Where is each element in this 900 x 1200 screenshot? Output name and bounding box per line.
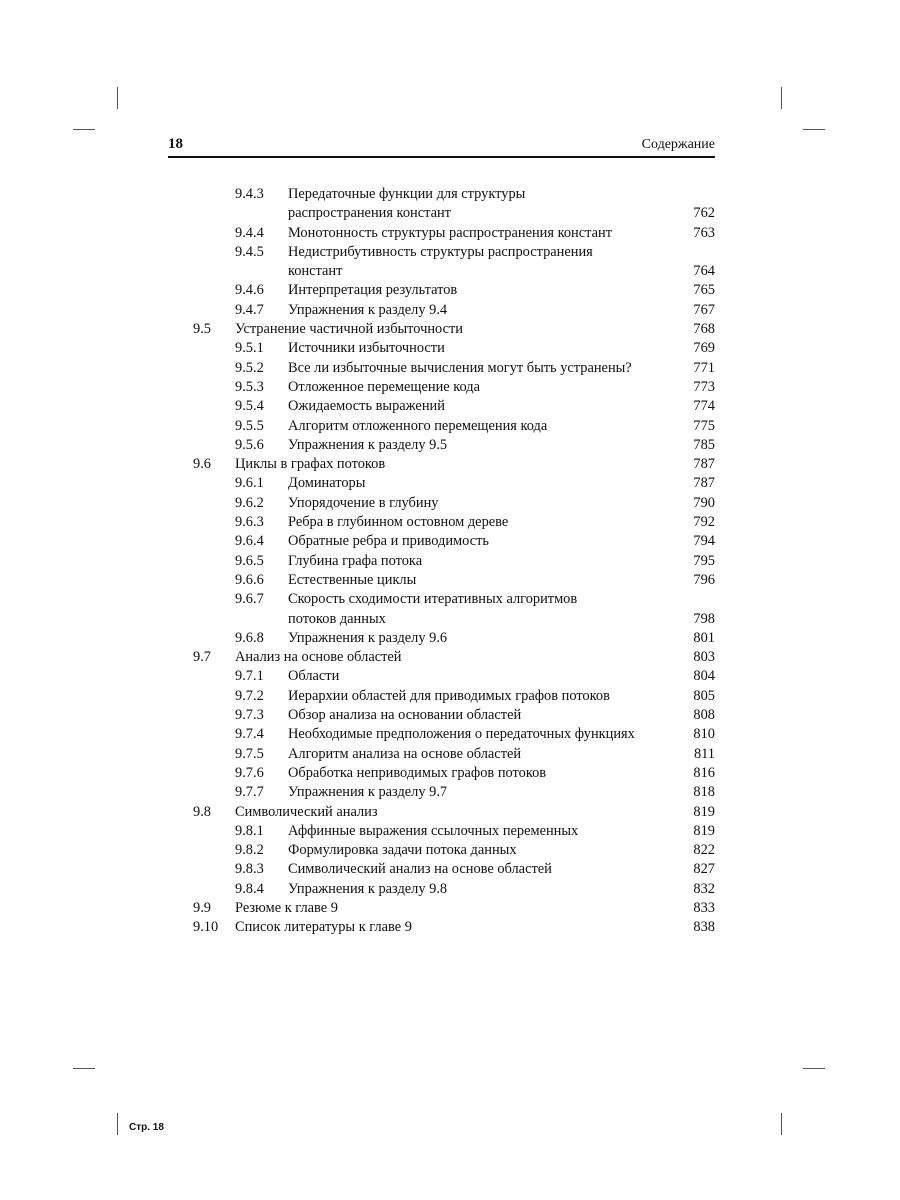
toc-entry-title: Упорядочение в глубину (288, 494, 439, 511)
toc-entry (168, 224, 715, 243)
toc-entry-page: 771 (693, 359, 715, 376)
toc-entry-title: Доминаторы (288, 475, 366, 492)
toc-entry-page: 775 (693, 417, 715, 434)
toc-entry-page: 795 (693, 552, 715, 569)
toc-entry-page: 827 (693, 861, 715, 878)
toc-entry (168, 436, 715, 455)
toc-entry-page: 768 (693, 321, 715, 338)
running-head-title: Содержание (641, 137, 715, 152)
toc-entry-number: 9.5.4 (235, 398, 264, 415)
crop-mark (803, 1068, 825, 1069)
toc-entry-number: 9.8.2 (235, 842, 264, 859)
toc-entry-page: 787 (693, 475, 715, 492)
toc-entry-number: 9.7.5 (235, 745, 264, 762)
toc-entry-title: Упражнения к разделу 9.4 (288, 301, 448, 318)
toc-entry-number: 9.6.3 (235, 514, 264, 531)
toc-entry-page: 816 (693, 764, 715, 781)
toc-entry-number: 9.7.7 (235, 784, 264, 801)
toc-entry-title: Резюме к главе 9 (235, 899, 338, 916)
toc-entry-number: 9.6.4 (235, 533, 264, 550)
toc-entry-page: 819 (693, 822, 715, 839)
toc-entry-page: 773 (693, 378, 715, 395)
toc-entry-page: 810 (693, 726, 715, 743)
toc-entry (168, 764, 715, 783)
toc-entry-number: 9.5.5 (235, 417, 264, 434)
crop-mark (73, 129, 95, 130)
toc-entry-number: 9.8 (193, 803, 211, 820)
toc-entry (168, 320, 715, 339)
toc-entry-title (288, 590, 670, 629)
toc-entry-title: Анализ на основе областей (235, 649, 402, 666)
toc-entry (168, 243, 715, 282)
toc-entry-number: 9.6 (193, 456, 211, 473)
toc-entry-number: 9.5.1 (235, 340, 264, 357)
toc-entry-page: 798 (693, 610, 715, 627)
toc-entry-page: 765 (693, 282, 715, 299)
toc-entry-number: 9.4.3 (235, 186, 264, 202)
toc-entry-title: Упражнения к разделу 9.8 (288, 880, 448, 897)
toc-entry-title: Монотонность структуры распространения констант (288, 224, 612, 241)
toc-entry-title-line: Недистрибутивность структуры распространения (288, 243, 593, 260)
toc-entry-number: 9.10 (193, 919, 219, 936)
toc-entry-title: Интерпретация результатов (288, 282, 458, 299)
toc-entry-title: Ожидаемость выражений (288, 398, 445, 415)
toc-entry-page: 794 (693, 533, 715, 550)
toc-entry-title: Естественные циклы (288, 571, 417, 588)
toc-entry (168, 513, 715, 532)
toc-entry-number: 9.6.8 (235, 629, 264, 646)
toc-entry-page: 769 (693, 340, 715, 357)
toc-entry-number: 9.7.2 (235, 687, 264, 704)
crop-mark (117, 1113, 118, 1135)
toc-entry-number: 9.4.6 (235, 282, 264, 299)
toc-entry-title: Области (288, 668, 340, 685)
toc-entry-page: 796 (693, 571, 715, 588)
toc-entry-page: 801 (693, 629, 715, 646)
toc-entry-title: Все ли избыточные вычисления могут быть устранены? (288, 359, 632, 376)
toc-entry-title: Отложенное перемещение кода (288, 378, 481, 395)
toc-entry-page: 838 (693, 919, 715, 936)
toc-entry-title: Аффинные выражения ссылочных переменных (288, 822, 579, 839)
toc-entry (168, 532, 715, 551)
toc-entry (168, 552, 715, 571)
page-number: 18 (168, 136, 183, 152)
toc-entry (168, 629, 715, 648)
toc-entry-number: 9.6.5 (235, 552, 264, 569)
toc-entry-title-line: Передаточные функции для структуры (288, 186, 526, 202)
toc-entry-number: 9.7.4 (235, 726, 264, 743)
toc-entry-number: 9.6.7 (235, 591, 264, 608)
toc-entry (168, 185, 715, 224)
toc-entry-title-line: потоков данных (288, 610, 386, 627)
toc-entry-title: Обзор анализа на основании областей (288, 707, 522, 724)
toc-entry-title: Упражнения к разделу 9.5 (288, 436, 448, 453)
crop-mark (73, 1068, 95, 1069)
toc-entry-title: Упражнения к разделу 9.7 (288, 784, 448, 801)
crop-mark (781, 87, 782, 109)
toc-entry-title: Алгоритм анализа на основе областей (288, 745, 522, 762)
toc-entry-number: 9.6.2 (235, 494, 264, 511)
toc-entry-number: 9.7 (193, 649, 211, 666)
toc-entry-title (288, 185, 670, 224)
toc-entry (168, 378, 715, 397)
toc-entry-page: 811 (693, 745, 715, 762)
toc-entry (168, 474, 715, 493)
toc-entry-title: Обратные ребра и приводимость (288, 533, 489, 550)
toc-entry-page: 767 (693, 301, 715, 318)
toc-entry (168, 918, 715, 937)
toc-entry (168, 899, 715, 918)
toc-entry-page: 833 (693, 899, 715, 916)
toc-entry-number: 9.5.2 (235, 359, 264, 376)
toc-entry-title: Формулировка задачи потока данных (288, 842, 517, 859)
toc-entry-number: 9.5 (193, 321, 211, 338)
toc-entry-title: Устранение частичной избыточности (235, 321, 463, 338)
toc-entry-page: 790 (693, 494, 715, 511)
toc-entry-page: 805 (693, 687, 715, 704)
toc-entry-title-line: распространения констант (288, 205, 451, 222)
toc-entry-page: 785 (693, 436, 715, 453)
toc-entry-title: Алгоритм отложенного перемещения кода (288, 417, 548, 434)
toc-entry-page: 822 (693, 842, 715, 859)
toc-entry-title-line: Скорость сходимости итеративных алгоритмов (288, 591, 578, 608)
header-rule (168, 156, 715, 158)
toc-entry-number: 9.8.3 (235, 861, 264, 878)
toc-entry-title: Источники избыточности (288, 340, 445, 357)
toc-entry-page: 764 (693, 263, 715, 280)
toc-entry-page: 787 (693, 456, 715, 473)
toc-entry-title: Упражнения к разделу 9.6 (288, 629, 448, 646)
toc-entry-title: Символический анализ (235, 803, 378, 820)
toc-entry-title: Ребра в глубинном остовном дереве (288, 514, 509, 531)
toc-entry (168, 725, 715, 744)
toc-entry-number: 9.8.1 (235, 822, 264, 839)
toc-entry (168, 706, 715, 725)
toc-entry (168, 455, 715, 474)
toc-entry (168, 590, 715, 629)
toc-entry-page: 808 (693, 707, 715, 724)
crop-mark (781, 1113, 782, 1135)
crop-mark (803, 129, 825, 130)
toc-entry-page: 819 (693, 803, 715, 820)
toc-entry (168, 783, 715, 802)
toc-entry-page: 763 (693, 224, 715, 241)
toc-entry-title: Глубина графа потока (288, 552, 423, 569)
crop-mark (117, 87, 118, 109)
toc-entry (168, 745, 715, 764)
toc-entry-page: 818 (693, 784, 715, 801)
toc-entry (168, 397, 715, 416)
running-header (168, 135, 715, 157)
toc-entry-number: 9.8.4 (235, 880, 264, 897)
toc-entry-title: Иерархии областей для приводимых графов потоков (288, 687, 610, 704)
toc-entry (168, 687, 715, 706)
toc-entry-number: 9.6.1 (235, 475, 264, 492)
toc-entry-title (288, 243, 670, 282)
toc-entry-page: 774 (693, 398, 715, 415)
toc-entry (168, 648, 715, 667)
toc-entry-number: 9.7.1 (235, 668, 264, 685)
toc-entry (168, 822, 715, 841)
toc-entry (168, 494, 715, 513)
toc-entry-number: 9.4.4 (235, 224, 264, 241)
toc-entry-title: Необходимые предположения о передаточных функциях (288, 726, 635, 743)
toc-entry-title-line: констант (288, 263, 343, 280)
toc-entry-number: 9.7.6 (235, 764, 264, 781)
footer-page-label: Стр. 18 (129, 1122, 164, 1133)
toc-entry-title: Обработка неприводимых графов потоков (288, 764, 547, 781)
toc-entry (168, 571, 715, 590)
toc-entry (168, 339, 715, 358)
toc-entry (168, 841, 715, 860)
toc-entry (168, 417, 715, 436)
toc-entry-number: 9.5.3 (235, 378, 264, 395)
toc-entry-number: 9.9 (193, 899, 211, 916)
toc-entry-page: 832 (693, 880, 715, 897)
toc-entry-number: 9.4.5 (235, 243, 264, 260)
toc-entry-page: 762 (693, 205, 715, 222)
toc-entry (168, 803, 715, 822)
toc-entry (168, 880, 715, 899)
toc-entry-number: 9.7.3 (235, 707, 264, 724)
toc-entry-page: 792 (693, 514, 715, 531)
toc-entry-number: 9.6.6 (235, 571, 264, 588)
toc-entry-number: 9.5.6 (235, 436, 264, 453)
toc-entry-page: 804 (693, 668, 715, 685)
toc-entry (168, 359, 715, 378)
toc-entry (168, 301, 715, 320)
toc-entry-title: Символический анализ на основе областей (288, 861, 552, 878)
toc-entry (168, 667, 715, 686)
toc-entry-page: 803 (693, 649, 715, 666)
toc-entry-title: Циклы в графах потоков (235, 456, 386, 473)
toc-entry-number: 9.4.7 (235, 301, 264, 318)
toc-entry-title: Список литературы к главе 9 (235, 919, 412, 936)
table-of-contents (168, 185, 715, 938)
toc-entry (168, 281, 715, 300)
toc-entry (168, 860, 715, 879)
